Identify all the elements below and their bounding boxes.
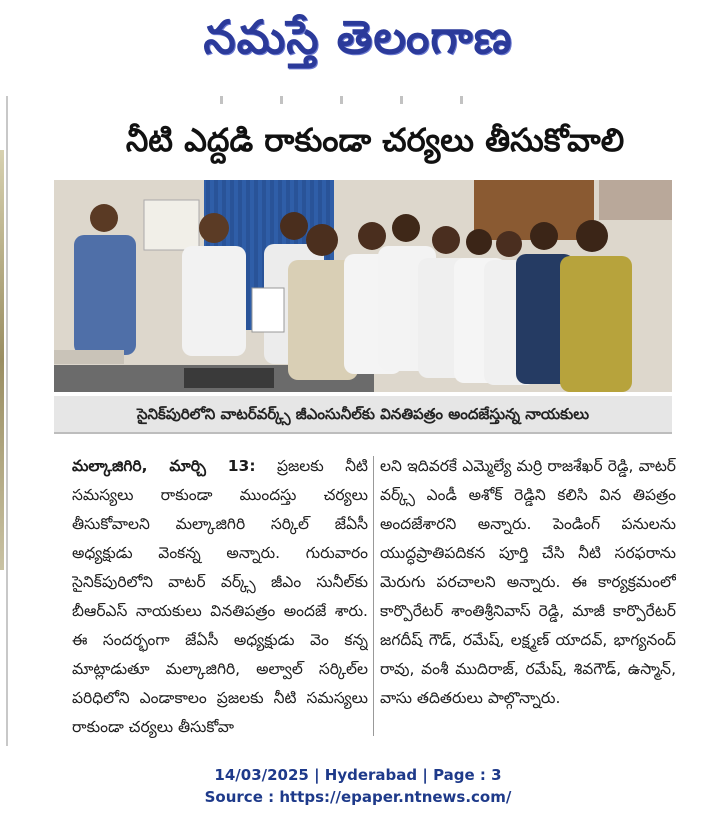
column-right-text: లని ఇదివరకే ఎమ్మెల్యే మర్రి రాజశేఖర్ రెడ్డి, వాటర్ వర్క్స్ ఎండీ అశోక్ రెడ్డిని కలిసి విన తిపత్రం అందజేశారని అన్నారు. పెండింగ్ పనులను యుద్ధప్రాతిపదికన పూర్తి చేసి నీటి సరఫరాను మెరుగు పరచాలని అన్నారు. ఈ కార్యక్రమంలో కార్పొరేటర్ శాంతిశ్రీనివాస్ రెడ్డి, మాజీ కార్పొరేటర్ జగదీష్ గౌడ్, రమేష్, లక్ష్మణ్ యాదవ్, భాగ్యనంద్ రావు, వంశీ ముదిరాజ్, రమేష్, శివగౌడ్, ఉస్మాన్, వాసు తదితరులు పాల్గొన్నారు. (380, 457, 676, 707)
clipped-text-remnant (220, 96, 520, 104)
article-column-right (380, 452, 676, 742)
column-left-text: ప్రజలకు నీటి సమస్యలు రాకుండా ముందస్తు చర్యలు తీసుకోవాలని మల్కాజిగిరి సర్కిల్ జేఏసీ అధ్యక్షుడు వెంకన్న అన్నారు. గురువారం సైనిక్‌పురిలోని వాటర్ వర్క్స్ జీఎం సునీల్‌కు బీఆర్‌ఎస్ నాయకులు వినతిపత్రం అందజే శారు. ఈ సందర్భంగా జేఏసీ అధ్యక్షుడు వెం కన్న మాట్లాడుతూ మల్కాజిగిరి, అల్వాల్ సర్కిల్‌ల పరిధిలోని ఎండాకాలం ప్రజలకు నీటి సమస్యలు రాకుండా చర్యలు తీసుకోవా (72, 457, 368, 736)
page-footer (0, 764, 716, 808)
column-rule-left (6, 96, 8, 746)
source-link[interactable]: Source : https://epaper.ntnews.com/ (204, 788, 512, 806)
article-column-left (72, 452, 368, 742)
photo-illustration (54, 180, 672, 392)
edition-info: 14/03/2025 | Hyderabad | Page : 3 (214, 766, 502, 784)
article-photo (54, 180, 672, 392)
masthead (0, 0, 716, 78)
dateline: మల్కాజిగిరి, మార్చి 13: (72, 457, 256, 475)
photo-caption: సైనిక్‌పురిలోని వాటర్‌వర్క్స్ జీఎంసునీల్‌కు వినతిపత్రం అందజేస్తున్న నాయకులు (54, 396, 672, 434)
newspaper-logo: నమస్తే తెలంగాణ (203, 10, 513, 64)
column-divider (373, 456, 374, 736)
article-headline: నీటి ఎద్దడి రాకుండా చర్యలు తీసుకోవాలి (125, 121, 625, 159)
page-edge-strip (0, 150, 4, 570)
